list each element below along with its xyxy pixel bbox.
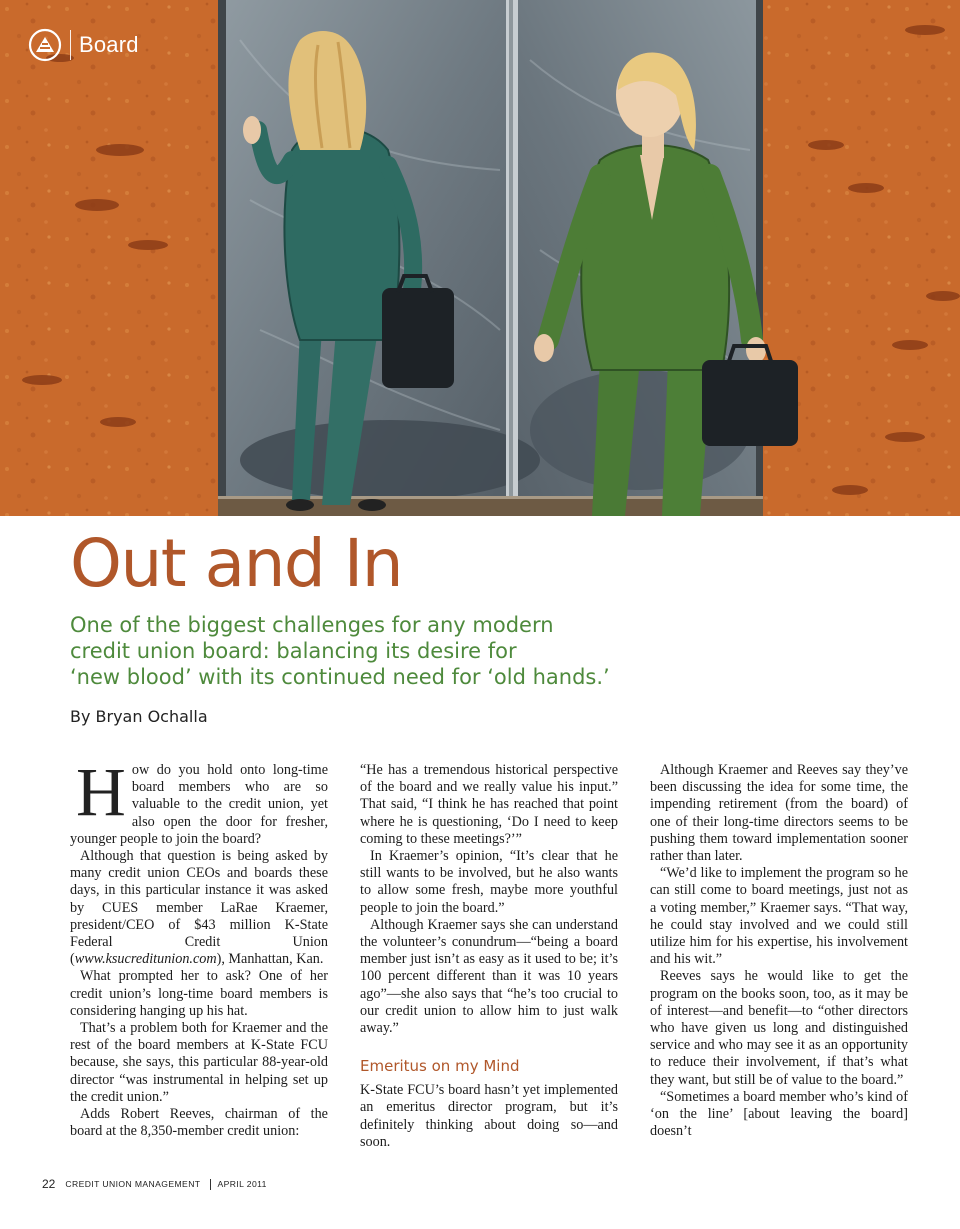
body-column-1 — [70, 754, 328, 1140]
body-paragraph: “He has a tremendous historical perspective of the board and we really value his input.” That said, “I think he has reached that point where he is questioning, ‘Do I need to keep coming to these meetings?’” — [360, 762, 618, 847]
page-folio — [42, 1177, 267, 1191]
publication-name: CREDIT UNION MANAGEMENT — [65, 1179, 201, 1189]
issue-date: APRIL 2011 — [217, 1179, 267, 1189]
hero-artwork — [0, 0, 960, 516]
body-paragraph: “Sometimes a board member who’s kind of ‘on the line’ [about leaving the board] doesn’t — [650, 1088, 908, 1140]
body-paragraph — [70, 848, 328, 968]
hero-illustration — [0, 0, 960, 516]
section-subhead: Emeritus on my Mind — [360, 1057, 520, 1076]
body-paragraph — [70, 754, 328, 848]
body-paragraph: “We’d like to implement the program so he can still come to board meetings, just not as a voting member,” Kraemer says. “That way, he could stay involved and we could still utilize him for his expertise, his involvement and his wit.” — [650, 865, 908, 968]
body-paragraph: Although Kraemer and Reeves say they’ve been discussing the idea for some time, the impending retirement (from the board) of one of their long-time directors seems to be pushing them toward implementation sooner rather than later. — [650, 762, 908, 865]
paragraph-text: ), Manhattan, Kan. — [216, 951, 324, 968]
section-tag-divider — [70, 30, 71, 60]
body-paragraph: In Kraemer’s opinion, “It’s clear that he still wants to be involved, but he also wants to allow some fresh, maybe more youthful people to join the board.” — [360, 848, 618, 916]
deck-line: credit union board: balancing its desire for — [70, 639, 517, 663]
paragraph-text: ow do you hold onto long-time board members who are so valuable to the credit union, yet also open the door for fresher, younger people to join the board? — [70, 762, 328, 847]
cues-logo-icon — [28, 28, 62, 62]
section-label: Board — [79, 32, 139, 57]
article-title: Out and In — [70, 525, 403, 602]
byline: By Bryan Ochalla — [70, 707, 208, 726]
body-paragraph: What prompted her to ask? One of her credit union’s long-time board members is considering hanging up his hat. — [70, 968, 328, 1019]
page-number: 22 — [42, 1177, 56, 1191]
body-paragraph: Adds Robert Reeves, chairman of the board at the 8,350-member credit union: — [70, 1106, 328, 1140]
body-column-3 — [650, 762, 908, 1140]
section-tag — [28, 28, 139, 62]
body-column-2 — [360, 762, 618, 1151]
body-paragraph: Reeves says he would like to get the program on the books soon, too, as it may be of interest—and benefit—to “other directors who have given us long and distinguished service and who may see it as an opportunity to reduce their involvement, if that’s what they want, but still be of value to the board.” — [650, 968, 908, 1088]
folio-divider — [210, 1179, 211, 1190]
article-deck — [70, 612, 630, 690]
drop-cap: H — [76, 754, 126, 830]
deck-line: One of the biggest challenges for any modern — [70, 613, 554, 637]
body-paragraph: Although Kraemer says she can understand the volunteer’s conundrum—“being a board member just isn’t as easy as it used to be; it’s 100 percent different than it was 10 years ago”—she also says that “he’s too crucial to our credit union to allow him to just walk away.” — [360, 916, 618, 1037]
body-paragraph: K-State FCU’s board hasn’t yet implemented an emeritus director program, but it’s definitely thinking about doing so—and soon. — [360, 1082, 618, 1150]
body-paragraph: That’s a problem both for Kraemer and the rest of the board members at K-State FCU because, she says, this particular 88-year-old director “was instrumental in helping set up the credit union.” — [70, 1020, 328, 1105]
paragraph-text: Although that question is being asked by many credit union CEOs and boards these days, in this particular instance it was asked by CUES member LaRae Kraemer, president/CEO of $43 million K-State Federal Credit Union ( — [70, 848, 328, 968]
credit-union-website-link[interactable]: www.ksucreditunion.com — [74, 951, 217, 968]
deck-line: ‘new blood’ with its continued need for ‘old hands.’ — [70, 665, 610, 689]
